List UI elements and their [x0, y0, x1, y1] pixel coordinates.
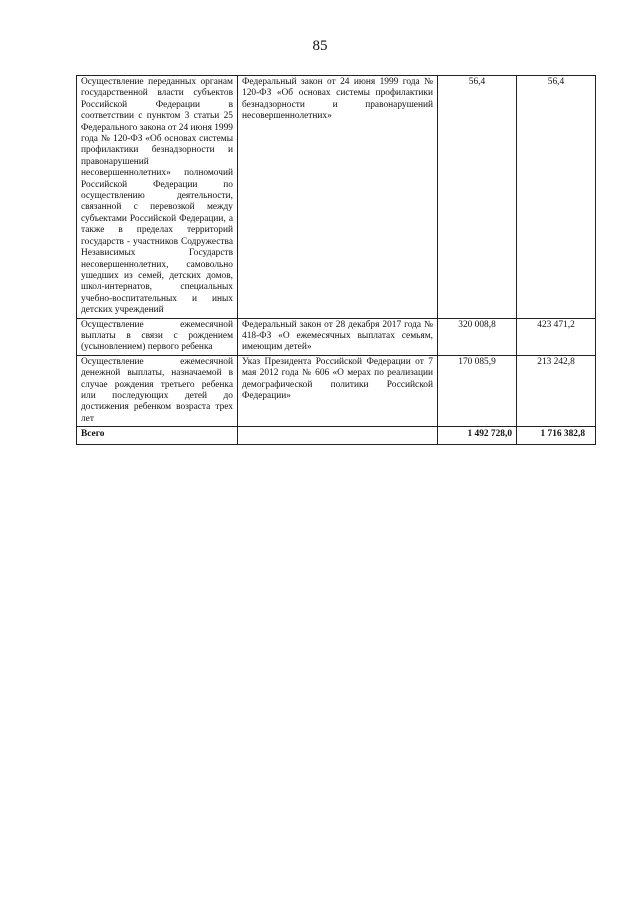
table-row — [77, 76, 596, 319]
total-value-year-1: 1 492 728,0 — [438, 427, 517, 444]
table-row — [77, 318, 596, 355]
value-cell-year-2: 423 471,2 — [517, 318, 596, 355]
total-value-year-2: 1 716 382,8 — [517, 427, 596, 444]
page-number: 85 — [312, 38, 328, 54]
value-cell-year-1: 170 085,9 — [438, 355, 517, 426]
budget-table — [76, 75, 596, 445]
purpose-cell: Осуществление переданных органам государственной власти субъектов Российской Федерации в соответствии с пунктом 3 статьи 25 Федерального закона от 24 июня 1999 года № 120-ФЗ «Об основах системы профилактики безнадзорности и правонарушений несовершеннолетних» полномочий Российской Федерации по осуществлению деятельности, связанной с перевозкой между субъектами Российской Федерации, а также в пределах территорий государств - участников Содружества Независимых Государств несовершеннолетних, самовольно ушедших из семей, детских домов, школ-интернатов, специальных учебно-воспитательных и иных детских учреждений — [77, 76, 238, 319]
value-cell-year-2: 56,4 — [517, 76, 596, 319]
total-label: Всего — [77, 427, 238, 444]
value-cell-year-1: 320 008,8 — [438, 318, 517, 355]
purpose-cell: Осуществление ежемесячной выплаты в связи с рождением (усыновлением) первого ребенка — [77, 318, 238, 355]
purpose-cell: Осуществление ежемесячной денежной выплаты, назначаемой в случае рождения третьего ребенка или последующих детей до достижения ребенком возраста трех лет — [77, 355, 238, 426]
legal-basis-cell: Федеральный закон от 24 июня 1999 года № 120-ФЗ «Об основах системы профилактики безнадзорности и правонарушений несовершеннолетних» — [238, 76, 438, 319]
total-empty-cell — [238, 427, 438, 444]
legal-basis-cell: Федеральный закон от 28 декабря 2017 года № 418-ФЗ «О ежемесячных выплатах семьям, имеющим детей» — [238, 318, 438, 355]
value-cell-year-1: 56,4 — [438, 76, 517, 319]
value-cell-year-2: 213 242,8 — [517, 355, 596, 426]
legal-basis-cell: Указ Президента Российской Федерации от 7 мая 2012 года № 606 «О мерах по реализации демографической политики Российской Федерации» — [238, 355, 438, 426]
total-row — [77, 427, 596, 444]
table-row — [77, 355, 596, 426]
